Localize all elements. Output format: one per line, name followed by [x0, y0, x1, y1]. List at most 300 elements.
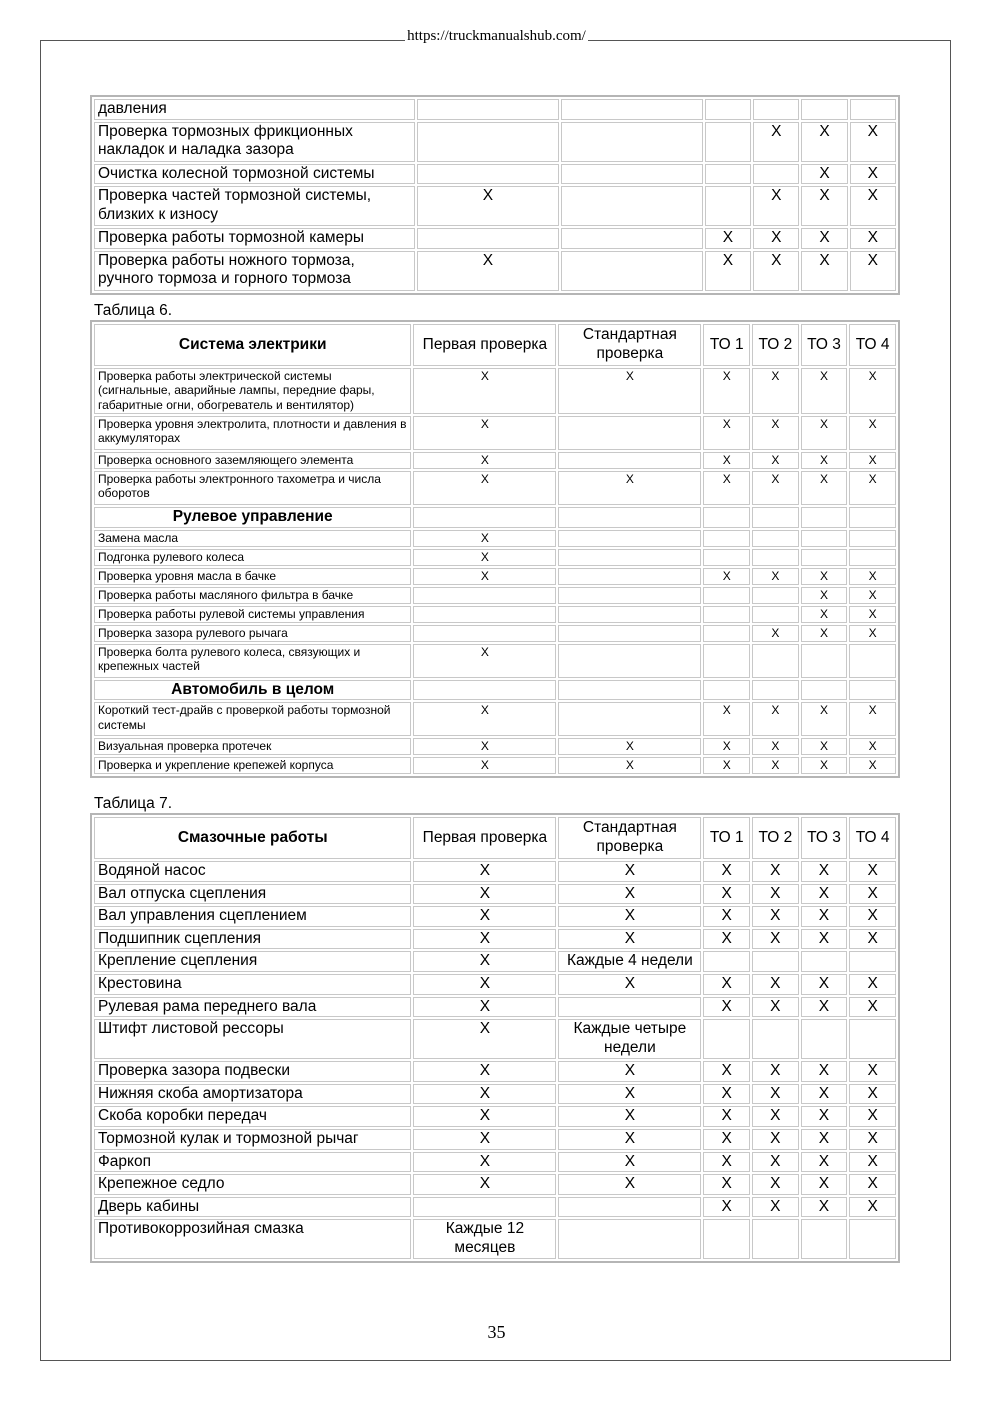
table-row [94, 974, 896, 995]
table-cell: X [703, 997, 750, 1018]
table-cell: X [558, 1174, 701, 1195]
table-cell: X [801, 861, 848, 882]
table-cell: X [413, 884, 556, 905]
table-cell: X [801, 1061, 848, 1082]
section-title: Автомобиль в целом [94, 680, 411, 701]
table-cell: X [849, 625, 896, 642]
table-cell [752, 951, 799, 972]
table-cell: X [801, 738, 848, 755]
table-cell: X [413, 738, 556, 755]
table-cell: X [801, 186, 847, 226]
row-label: Визуальная проверка протечек [94, 738, 411, 755]
table-cell [753, 99, 799, 120]
table-cell: X [752, 1197, 799, 1218]
table-cell [801, 530, 848, 547]
row-label: Проверка тормозных фрикционных накладок и наладка зазора [94, 122, 415, 162]
table-cell: X [849, 1061, 896, 1082]
table-cell: X [801, 251, 847, 291]
table-cell: X [849, 997, 896, 1018]
table-cell [705, 122, 751, 162]
table-cell: X [558, 906, 701, 927]
table-cell: X [801, 906, 848, 927]
table-cell: X [752, 929, 799, 950]
table-cell: X [849, 568, 896, 585]
row-label: Нижняя скоба амортизатора [94, 1084, 411, 1105]
table-row [94, 1152, 896, 1173]
column-header: Первая проверка [413, 817, 556, 859]
table-cell: X [558, 1084, 701, 1105]
table-cell: X [413, 530, 556, 547]
section-title: Рулевое управление [94, 507, 411, 528]
table-cell: X [753, 251, 799, 291]
table-row [94, 884, 896, 905]
table-cell [558, 606, 701, 623]
table-row [94, 1061, 896, 1082]
table-cell [752, 1019, 799, 1059]
table-cell: X [849, 1129, 896, 1150]
column-header: Стандартная проверка [558, 817, 701, 859]
table-cell: X [801, 471, 848, 505]
table6-caption: Таблица 6. [94, 302, 173, 319]
table-cell: X [752, 974, 799, 995]
table-cell: X [413, 906, 556, 927]
column-header: ТО 1 [703, 817, 750, 859]
table-cell: Каждые 4 недели [558, 951, 701, 972]
table-cell: X [413, 644, 556, 678]
row-label: Проверка уровня электролита, плотности и давления в аккумуляторах [94, 416, 411, 450]
table-cell [413, 625, 556, 642]
table-cell [558, 644, 701, 678]
row-label: Проверка работы масляного фильтра в бачке [94, 587, 411, 604]
table-row [94, 606, 896, 623]
column-header: ТО 3 [801, 817, 848, 859]
section-row [94, 507, 896, 528]
table-cell [558, 530, 701, 547]
table-cell: X [849, 906, 896, 927]
row-label: давления [94, 99, 415, 120]
table-cell [417, 122, 559, 162]
row-label: Скоба коробки передач [94, 1106, 411, 1127]
table-cell [752, 549, 799, 566]
table-cell [417, 99, 559, 120]
table-cell: X [413, 1061, 556, 1082]
table-cell [413, 587, 556, 604]
table-cell [705, 164, 751, 185]
row-label: Очистка колесной тормозной системы [94, 164, 415, 185]
row-label: Дверь кабины [94, 1197, 411, 1218]
table-cell: X [752, 1174, 799, 1195]
table-cell [558, 549, 701, 566]
row-label: Фаркоп [94, 1152, 411, 1173]
table-cell: X [849, 587, 896, 604]
table-cell: X [850, 164, 896, 185]
table-cell: X [703, 1106, 750, 1127]
table-cell [703, 1219, 750, 1259]
table-cell [801, 951, 848, 972]
table-cell: X [850, 122, 896, 162]
table-cell: X [849, 1174, 896, 1195]
lubrication-table [90, 813, 900, 1263]
table-cell [801, 1219, 848, 1259]
table-cell: X [849, 471, 896, 505]
table-cell [413, 1197, 556, 1218]
table-cell [558, 452, 701, 469]
table-cell: X [417, 186, 559, 226]
table-cell: X [752, 1061, 799, 1082]
table-cell [849, 1219, 896, 1259]
table-cell: X [752, 757, 799, 774]
electrical-table [90, 320, 900, 778]
table-cell [849, 1019, 896, 1059]
table-cell: X [801, 568, 848, 585]
table-cell: X [849, 452, 896, 469]
table-row [94, 1174, 896, 1195]
table-row [94, 368, 896, 414]
table-cell: X [752, 861, 799, 882]
table-cell: X [413, 549, 556, 566]
column-header: Стандартная проверка [558, 324, 701, 366]
row-label: Проверка частей тормозной системы, близких к износу [94, 186, 415, 226]
table-cell: X [558, 1129, 701, 1150]
table-cell [703, 549, 750, 566]
table-cell [703, 606, 750, 623]
table-cell [413, 680, 556, 701]
row-label: Подшипник сцепления [94, 929, 411, 950]
table-cell: X [752, 368, 799, 414]
table-cell: X [752, 625, 799, 642]
table-cell: X [849, 702, 896, 736]
column-header: ТО 3 [801, 324, 848, 366]
table-cell: X [849, 861, 896, 882]
table-row [94, 251, 896, 291]
table-cell: X [752, 1106, 799, 1127]
table-cell [561, 164, 703, 185]
table-row [94, 757, 896, 774]
table-cell: X [801, 416, 848, 450]
table-cell [561, 186, 703, 226]
table-cell [417, 164, 559, 185]
table-cell: X [413, 1106, 556, 1127]
table-cell: X [801, 164, 847, 185]
table-row [94, 228, 896, 249]
row-label: Вал отпуска сцепления [94, 884, 411, 905]
table-cell [703, 530, 750, 547]
table-cell: X [413, 702, 556, 736]
table-row [94, 906, 896, 927]
column-header: Смазочные работы [94, 817, 411, 859]
table-cell: X [849, 416, 896, 450]
table-cell: X [753, 186, 799, 226]
table-row [94, 99, 896, 120]
table-cell [558, 1197, 701, 1218]
table-cell: X [558, 757, 701, 774]
table-cell [703, 625, 750, 642]
table-cell: X [801, 452, 848, 469]
table-cell: X [752, 1084, 799, 1105]
table-cell: X [752, 416, 799, 450]
table-cell: X [849, 606, 896, 623]
table-cell: X [558, 929, 701, 950]
table-row [94, 644, 896, 678]
table-row [94, 1084, 896, 1105]
table-cell: X [850, 186, 896, 226]
table-cell: X [801, 884, 848, 905]
table-cell [703, 1019, 750, 1059]
table-cell [849, 951, 896, 972]
table-cell [849, 644, 896, 678]
table-cell: X [703, 1061, 750, 1082]
table-cell: X [558, 738, 701, 755]
table-cell: X [413, 1152, 556, 1173]
table-cell [753, 164, 799, 185]
table-row [94, 702, 896, 736]
table-cell: X [752, 997, 799, 1018]
table7-caption: Таблица 7. [94, 795, 173, 812]
table-cell: X [413, 757, 556, 774]
table-cell: X [413, 471, 556, 505]
table-row [94, 1219, 896, 1259]
table-cell: X [703, 1084, 750, 1105]
table-cell: X [703, 1129, 750, 1150]
table-row [94, 1019, 896, 1059]
table-cell: X [849, 884, 896, 905]
table-cell: X [413, 1019, 556, 1059]
page-number: 35 [487, 1322, 506, 1342]
table-cell [558, 587, 701, 604]
table-cell: X [849, 757, 896, 774]
table-cell: X [801, 368, 848, 414]
table-cell: X [413, 1174, 556, 1195]
table-cell [801, 549, 848, 566]
table-cell [558, 416, 701, 450]
table-cell: X [558, 1061, 701, 1082]
row-label: Проверка работы рулевой системы управления [94, 606, 411, 623]
table-cell: X [703, 1152, 750, 1173]
row-label: Замена масла [94, 530, 411, 547]
table-cell [705, 186, 751, 226]
table-cell: X [703, 1174, 750, 1195]
table-cell: X [752, 884, 799, 905]
table-cell: X [558, 368, 701, 414]
table-cell: X [801, 702, 848, 736]
table-cell: X [558, 1152, 701, 1173]
table-cell: X [417, 251, 559, 291]
table-cell: X [801, 1129, 848, 1150]
table-cell [703, 951, 750, 972]
table-cell: X [850, 228, 896, 249]
table-cell [849, 680, 896, 701]
table-cell: X [801, 974, 848, 995]
row-label: Крестовина [94, 974, 411, 995]
row-label: Проверка работы электронного тахометра и числа оборотов [94, 471, 411, 505]
table-cell [561, 251, 703, 291]
table-cell: X [413, 929, 556, 950]
table-row [94, 738, 896, 755]
table-row [94, 568, 896, 585]
table-cell [413, 507, 556, 528]
table-row [94, 951, 896, 972]
table-cell [558, 625, 701, 642]
table-cell: X [413, 997, 556, 1018]
row-label: Проверка работы тормозной камеры [94, 228, 415, 249]
table-cell [850, 99, 896, 120]
table-cell: Каждые четыре недели [558, 1019, 701, 1059]
table-cell: X [849, 1084, 896, 1105]
table-row [94, 549, 896, 566]
row-label: Проверка зазора рулевого рычага [94, 625, 411, 642]
table-cell: X [801, 587, 848, 604]
table-row [94, 471, 896, 505]
table-cell [558, 1219, 701, 1259]
row-label: Короткий тест-драйв с проверкой работы тормозной системы [94, 702, 411, 736]
table-cell: X [801, 606, 848, 623]
table-cell [703, 644, 750, 678]
table-cell: X [752, 906, 799, 927]
header-row [94, 324, 896, 366]
table-cell: X [703, 702, 750, 736]
table-cell [558, 680, 701, 701]
table-cell: X [703, 452, 750, 469]
table-cell: X [703, 906, 750, 927]
table-cell [801, 644, 848, 678]
table-cell: X [703, 471, 750, 505]
table-cell: X [558, 974, 701, 995]
table-row [94, 1106, 896, 1127]
table-cell [752, 587, 799, 604]
header-url[interactable]: https://truckmanualshub.com/ [407, 28, 586, 44]
brake-table-continued [90, 95, 900, 295]
header-row [94, 817, 896, 859]
table-row [94, 530, 896, 547]
table-row [94, 122, 896, 162]
row-label: Проверка работы электрической системы (сигнальные, аварийные лампы, передние фары, габаритные огни, обогреватель и вентилятор) [94, 368, 411, 414]
table-cell: X [413, 568, 556, 585]
table-cell: X [753, 122, 799, 162]
table-cell [801, 680, 848, 701]
column-header: ТО 2 [752, 817, 799, 859]
row-label: Проверка болта рулевого колеса, связующих и крепежных частей [94, 644, 411, 678]
table-cell: X [849, 1197, 896, 1218]
table-cell: X [753, 228, 799, 249]
table-cell: X [413, 951, 556, 972]
table-cell: X [849, 1106, 896, 1127]
row-label: Крепежное седло [94, 1174, 411, 1195]
table-cell: X [801, 1174, 848, 1195]
table-cell: X [703, 568, 750, 585]
row-label: Крепление сцепления [94, 951, 411, 972]
table-cell [752, 507, 799, 528]
table-cell [752, 644, 799, 678]
table-cell: X [849, 929, 896, 950]
row-label: Тормозной кулак и тормозной рычаг [94, 1129, 411, 1150]
table-cell: X [703, 368, 750, 414]
row-label: Проверка и укрепление крепежей корпуса [94, 757, 411, 774]
row-label: Штифт листовой рессоры [94, 1019, 411, 1059]
row-label: Проверка уровня масла в бачке [94, 568, 411, 585]
table-cell [801, 507, 848, 528]
table-cell: X [849, 368, 896, 414]
table-cell: X [703, 416, 750, 450]
table-cell: X [413, 416, 556, 450]
table-cell [752, 530, 799, 547]
table-row [94, 861, 896, 882]
table-cell [752, 606, 799, 623]
table-cell: X [801, 757, 848, 774]
table-cell: X [413, 1084, 556, 1105]
table-cell: X [413, 452, 556, 469]
table-cell: X [558, 1106, 701, 1127]
row-label: Подгонка рулевого колеса [94, 549, 411, 566]
row-label: Рулевая рама переднего вала [94, 997, 411, 1018]
table-row [94, 997, 896, 1018]
section-row [94, 680, 896, 701]
table-cell: X [703, 884, 750, 905]
table-cell: X [703, 757, 750, 774]
table-cell: X [703, 1197, 750, 1218]
table-cell: X [558, 884, 701, 905]
table-row [94, 1197, 896, 1218]
table-cell: X [850, 251, 896, 291]
table-cell [703, 507, 750, 528]
table-cell: X [752, 471, 799, 505]
table-cell [849, 530, 896, 547]
table-cell: X [801, 1084, 848, 1105]
table-cell: X [558, 471, 701, 505]
table-row [94, 416, 896, 450]
table-cell [703, 680, 750, 701]
row-label: Вал управления сцеплением [94, 906, 411, 927]
row-label: Противокоррозийная смазка [94, 1219, 411, 1259]
table-cell: X [801, 1197, 848, 1218]
table-cell: X [849, 738, 896, 755]
table-cell: X [801, 1152, 848, 1173]
table-cell [561, 122, 703, 162]
table-cell [752, 680, 799, 701]
column-header: Система электрики [94, 324, 411, 366]
table-row [94, 625, 896, 642]
table-row [94, 452, 896, 469]
table-cell: X [705, 228, 751, 249]
table-cell: X [752, 568, 799, 585]
table-cell: X [849, 974, 896, 995]
table-cell [413, 606, 556, 623]
row-label: Проверка основного заземляющего элемента [94, 452, 411, 469]
table-cell [561, 228, 703, 249]
table-cell [801, 1019, 848, 1059]
table-cell: X [752, 702, 799, 736]
table-cell [705, 99, 751, 120]
table-cell [752, 1219, 799, 1259]
table-cell [801, 99, 847, 120]
table-cell: X [801, 228, 847, 249]
table-cell: X [703, 861, 750, 882]
table-cell: X [752, 1129, 799, 1150]
table-cell: X [413, 861, 556, 882]
table-cell: X [703, 974, 750, 995]
table-cell: X [849, 1152, 896, 1173]
table-cell: X [413, 1129, 556, 1150]
table-cell: X [801, 625, 848, 642]
column-header: ТО 4 [849, 324, 896, 366]
table-cell [558, 997, 701, 1018]
table-cell [849, 507, 896, 528]
table-cell: X [801, 997, 848, 1018]
table-cell: X [413, 368, 556, 414]
table-cell [561, 99, 703, 120]
table-cell: X [413, 974, 556, 995]
table-cell: X [801, 122, 847, 162]
table-row [94, 929, 896, 950]
